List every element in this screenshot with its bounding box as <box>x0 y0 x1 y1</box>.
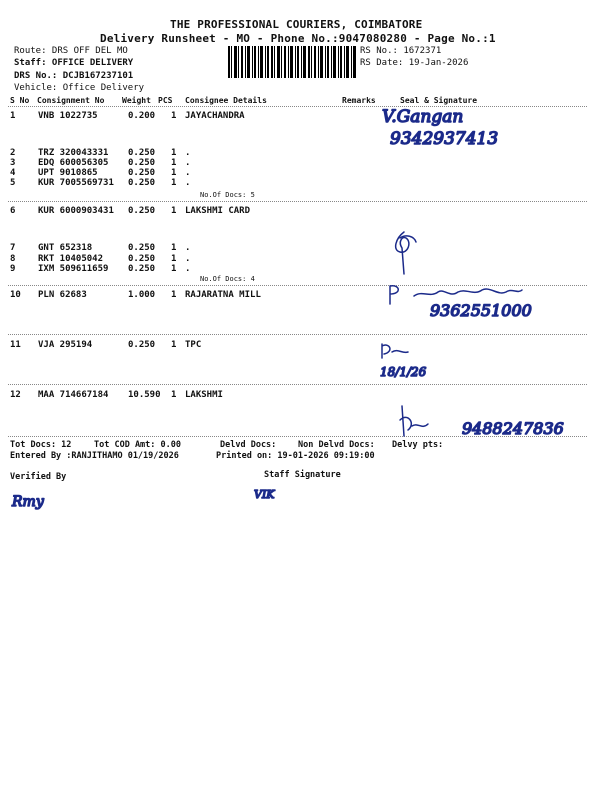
row-consignee: LAKSHMI CARD <box>185 206 251 216</box>
row-consignee: JAYACHANDRA <box>185 111 245 121</box>
row-consignee: . <box>185 254 191 264</box>
delivered-docs: Delvd Docs: <box>220 440 277 450</box>
row-consignment: GNT 652318 <box>38 243 93 253</box>
col-consignee: Consignee Details <box>185 96 267 105</box>
col-sno: S No <box>10 96 30 105</box>
staff-label: Staff: OFFICE DELIVERY <box>14 58 134 68</box>
row-consignment: VJA 295194 <box>38 340 93 350</box>
row-consignee: . <box>185 158 191 168</box>
row-consignee: . <box>185 168 191 178</box>
company-title: THE PROFESSIONAL COURIERS, COIMBATORE <box>170 18 423 31</box>
barcode-image <box>228 46 356 78</box>
signature-name-text: V.Gangan <box>382 107 464 127</box>
docs-count-note: No.Of Docs: 5 <box>200 191 255 199</box>
row-weight: 1.000 <box>128 290 156 300</box>
row-consignee: . <box>185 243 191 253</box>
row-sno: 6 <box>10 206 16 216</box>
row-weight: 0.250 <box>128 264 156 274</box>
delivery-points: Delvy pts: <box>392 440 444 450</box>
row-pcs: 1 <box>171 168 177 178</box>
row-consignee: TPC <box>185 340 202 350</box>
row-pcs: 1 <box>171 148 177 158</box>
row-weight: 0.250 <box>128 206 156 216</box>
signature-phone-text: 9488247836 <box>462 419 564 438</box>
row-pcs: 1 <box>171 290 177 300</box>
rs-date: RS Date: 19-Jan-2026 <box>360 58 469 68</box>
row-weight: 0.250 <box>128 178 156 188</box>
row-weight: 0.250 <box>128 158 156 168</box>
row-consignment: KUR 6000903431 <box>38 206 114 216</box>
row-sno: 2 <box>10 148 16 158</box>
row-weight: 0.250 <box>128 148 156 158</box>
row-sno: 9 <box>10 264 16 274</box>
row-consignee: LAKSHMI <box>185 390 223 400</box>
row-sno: 11 <box>10 340 21 350</box>
drs-number: DRS No.: DCJB167237101 <box>14 71 134 81</box>
row-consignment: UPT 9010865 <box>38 168 98 178</box>
non-delivered-docs: Non Delvd Docs: <box>298 440 375 450</box>
col-remarks: Remarks <box>342 96 376 105</box>
docs-count-note: No.Of Docs: 4 <box>200 275 255 283</box>
row-consignment: VNB 1022735 <box>38 111 98 121</box>
row-consignee: . <box>185 264 191 274</box>
runsheet-subtitle: Delivery Runsheet - MO - Phone No.:9047080280 - Page No.:1 <box>100 32 496 45</box>
row-pcs: 1 <box>171 111 177 121</box>
total-docs: Tot Docs: 12 <box>10 440 72 450</box>
signature-row-1 <box>378 104 538 150</box>
row-consignment: PLN 62683 <box>38 290 87 300</box>
signature-date-text: 18/1/26 <box>380 365 427 379</box>
rs-number: RS No.: 1672371 <box>360 46 442 56</box>
row-weight: 0.250 <box>128 243 156 253</box>
row-sno: 1 <box>10 111 16 121</box>
row-separator <box>8 201 587 202</box>
row-consignment: EDQ 600056305 <box>38 158 109 168</box>
row-pcs: 1 <box>171 254 177 264</box>
signature-row-11 <box>376 340 436 382</box>
row-sno: 12 <box>10 390 21 400</box>
vehicle-label: Vehicle: Office Delivery <box>14 83 145 93</box>
col-consignment: Consignment No <box>37 96 105 105</box>
signature-row-12 <box>394 400 594 444</box>
col-weight: Weight <box>122 96 151 105</box>
row-sno: 5 <box>10 178 16 188</box>
total-cod-amount: Tot COD Amt: 0.00 <box>94 440 181 450</box>
row-consignee: RAJARATNA MILL <box>185 290 261 300</box>
col-seal-signature: Seal & Signature <box>400 96 478 105</box>
row-pcs: 1 <box>171 178 177 188</box>
row-consignment: IXM 509611659 <box>38 264 109 274</box>
route-label: Route: DRS OFF DEL MO <box>14 46 128 56</box>
signature-phone-text: 9342937413 <box>390 129 499 149</box>
row-consignee: . <box>185 178 191 188</box>
row-pcs: 1 <box>171 390 177 400</box>
signature-phone-text: 9362551000 <box>430 301 532 320</box>
staff-signature-text: VIK <box>254 488 275 501</box>
row-sno: 8 <box>10 254 16 264</box>
signature-row-10 <box>386 280 566 320</box>
row-consignment: TRZ 320043331 <box>38 148 109 158</box>
row-pcs: 1 <box>171 340 177 350</box>
verified-signature-text: Rmy <box>12 494 44 510</box>
row-pcs: 1 <box>171 264 177 274</box>
entered-by: Entered By :RANJITHAMO 01/19/2026 <box>10 451 179 461</box>
row-sno: 4 <box>10 168 16 178</box>
row-consignment: MAA 714667184 <box>38 390 109 400</box>
printed-on: Printed on: 19-01-2026 09:19:00 <box>216 451 375 461</box>
signature-row-6 <box>386 228 426 276</box>
row-consignment: KUR 7005569731 <box>38 178 114 188</box>
row-weight: 0.250 <box>128 168 156 178</box>
staff-signature-label: Staff Signature <box>264 470 341 480</box>
row-separator <box>8 384 587 385</box>
row-weight: 10.590 <box>128 390 161 400</box>
verified-by-signature <box>10 488 70 514</box>
row-weight: 0.250 <box>128 340 156 350</box>
verified-by-label: Verified By <box>10 472 67 482</box>
row-sno: 7 <box>10 243 16 253</box>
staff-signature <box>252 484 292 504</box>
row-sno: 10 <box>10 290 21 300</box>
row-consignment: RKT 10405042 <box>38 254 104 264</box>
row-weight: 0.200 <box>128 111 156 121</box>
row-consignee: . <box>185 148 191 158</box>
row-weight: 0.250 <box>128 254 156 264</box>
col-pcs: PCS <box>158 96 173 105</box>
row-sno: 3 <box>10 158 16 168</box>
row-pcs: 1 <box>171 243 177 253</box>
row-pcs: 1 <box>171 206 177 216</box>
row-separator <box>8 334 587 335</box>
row-pcs: 1 <box>171 158 177 168</box>
